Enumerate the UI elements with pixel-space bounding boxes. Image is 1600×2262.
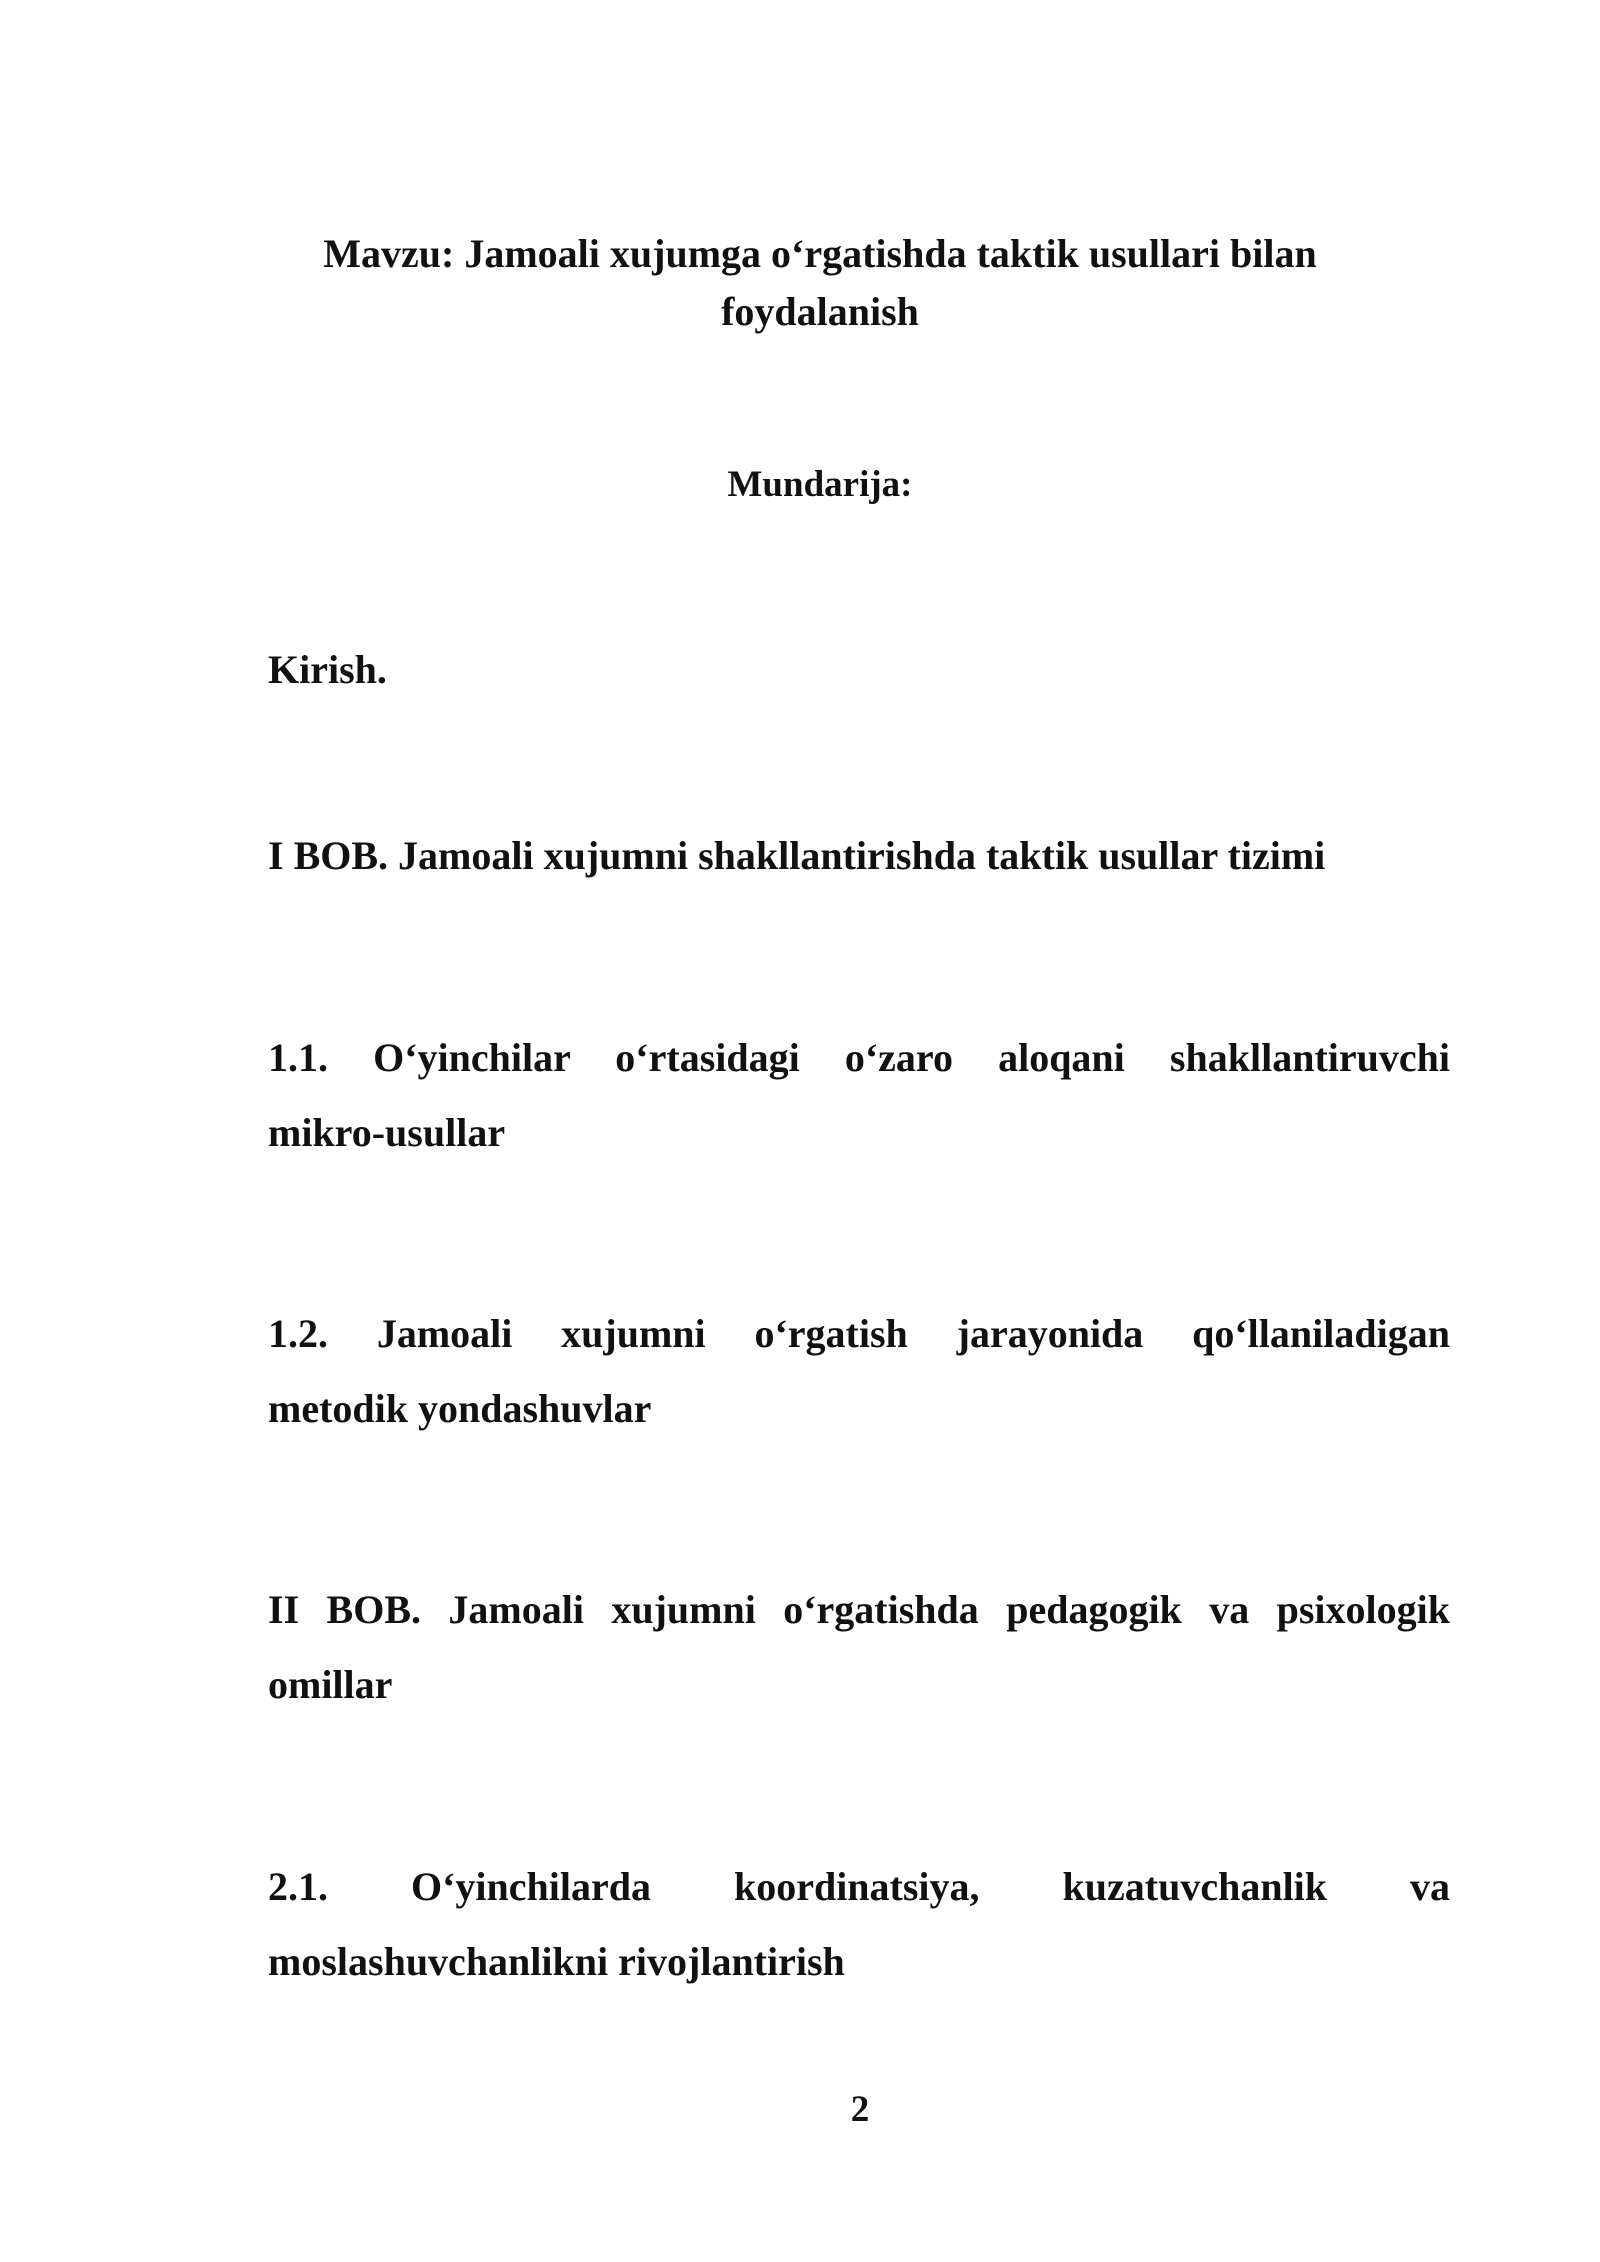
toc-entry-chapter-2 (268, 1572, 1450, 1722)
toc-entry-section-1-1 (268, 1020, 1450, 1170)
document-topic (250, 225, 1390, 341)
toc-entry-text-line-2: moslashuvchanlikni rivojlantirish (268, 1939, 845, 1984)
toc-entry-text-line-1: 1.1. O‘yinchilar o‘rtasidagi o‘zaro aloqani shakllantiruvchi (268, 1035, 1450, 1080)
toc-entry-text-line-1: 1.2. Jamoali xujumni o‘rgatish jarayonida qo‘llaniladigan (268, 1311, 1450, 1356)
toc-title: Mundarija: (727, 464, 913, 505)
toc-entry-text-line-2: omillar (268, 1662, 393, 1707)
toc-entry-text-line-2: mikro-usullar (268, 1110, 506, 1155)
toc-entry-text: Kirish. (268, 647, 387, 692)
toc-entry-text-line-1: II BOB. Jamoali xujumni o‘rgatishda pedagogik va psixologik (268, 1587, 1450, 1632)
toc-entry-section-1-2 (268, 1296, 1450, 1446)
topic-line-1: Mavzu: Jamoali xujumga o‘rgatishda taktik usullari bilan (323, 231, 1317, 276)
toc-entry-intro (268, 632, 1450, 707)
topic-line-2: foydalanish (721, 289, 919, 334)
toc-entry-chapter-1 (268, 818, 1450, 893)
toc-entry-text-line-1: 2.1. O‘yinchilarda koordinatsiya, kuzatuvchanlik va (268, 1864, 1450, 1909)
page-number: 2 (850, 2089, 870, 2130)
toc-entry-section-2-1 (268, 1849, 1450, 1999)
toc-entry-text-line-2: metodik yondashuvlar (268, 1386, 652, 1431)
toc-entry-text: I BOB. Jamoali xujumni shakllantirishda taktik usullar tizimi (268, 833, 1326, 878)
